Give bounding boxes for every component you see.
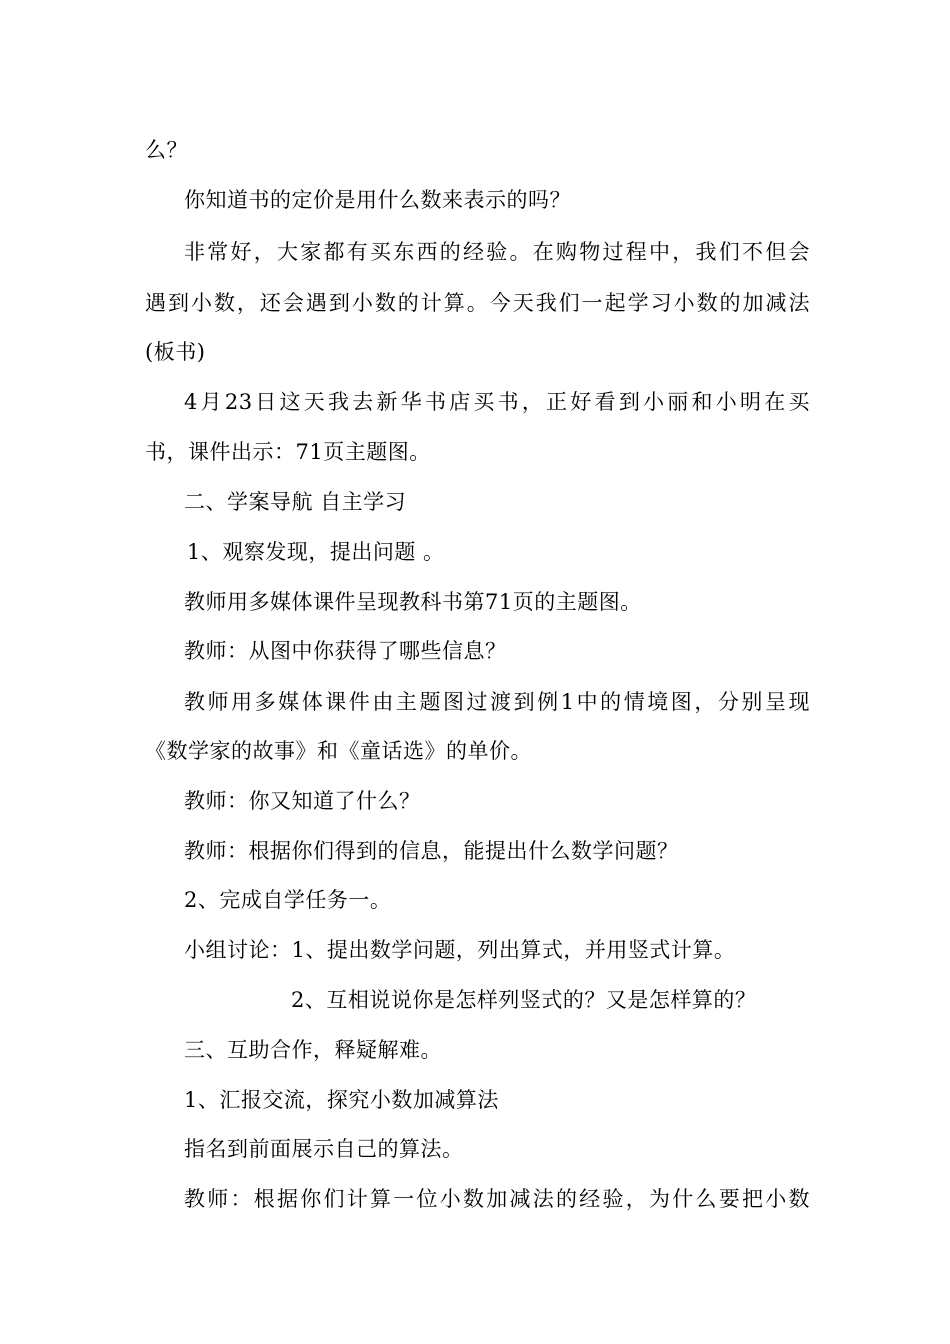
paragraph-line: 教师：根据你们得到的信息，能提出什么数学问题？ bbox=[184, 839, 679, 863]
paragraph-line: 教师用多媒体课件由主题图过渡到例1中的情境图，分别呈现 bbox=[184, 690, 810, 714]
paragraph-line: 非常好，大家都有买东西的经验。在购物过程中，我们不但会 bbox=[184, 240, 810, 264]
paragraph-line: 小组讨论：1、提出数学问题，列出算式，并用竖式计算。 bbox=[184, 938, 736, 962]
paragraph-line: 么？ bbox=[145, 138, 188, 162]
section-heading: 三、互助合作，释疑解难。 bbox=[184, 1038, 442, 1062]
paragraph-line: 教师：根据你们计算一位小数加减法的经验，为什么要把小数 bbox=[184, 1187, 810, 1211]
subsection-heading: 1、观察发现，提出问题 。 bbox=[187, 540, 445, 564]
paragraph-line: 遇到小数，还会遇到小数的计算。今天我们一起学习小数的加减法 bbox=[145, 291, 810, 315]
paragraph-line: 书，课件出示：71页主题图。 bbox=[145, 440, 431, 464]
paragraph-line: 教师：从图中你获得了哪些信息？ bbox=[184, 639, 507, 663]
paragraph-line: 指名到前面展示自己的算法。 bbox=[184, 1137, 464, 1161]
paragraph-line: 教师：你又知道了什么？ bbox=[184, 789, 421, 813]
subsection-heading: 2、完成自学任务一。 bbox=[184, 888, 392, 912]
section-heading: 二、学案导航 自主学习 bbox=[184, 490, 407, 514]
paragraph-line: 教师用多媒体课件呈现教科书第71页的主题图。 bbox=[184, 590, 642, 614]
subsection-heading: 1、汇报交流，探究小数加减算法 bbox=[184, 1088, 499, 1112]
paragraph-line: 2、互相说说你是怎样列竖式的？又是怎样算的？ bbox=[291, 988, 757, 1012]
paragraph-line: (板书) bbox=[145, 340, 206, 364]
paragraph-line: 你知道书的定价是用什么数来表示的吗？ bbox=[184, 188, 571, 212]
paragraph-line: 《数学家的故事》和《童话选》的单价。 bbox=[145, 739, 532, 763]
paragraph-line: 4月23日这天我去新华书店买书，正好看到小丽和小明在买 bbox=[184, 390, 810, 414]
